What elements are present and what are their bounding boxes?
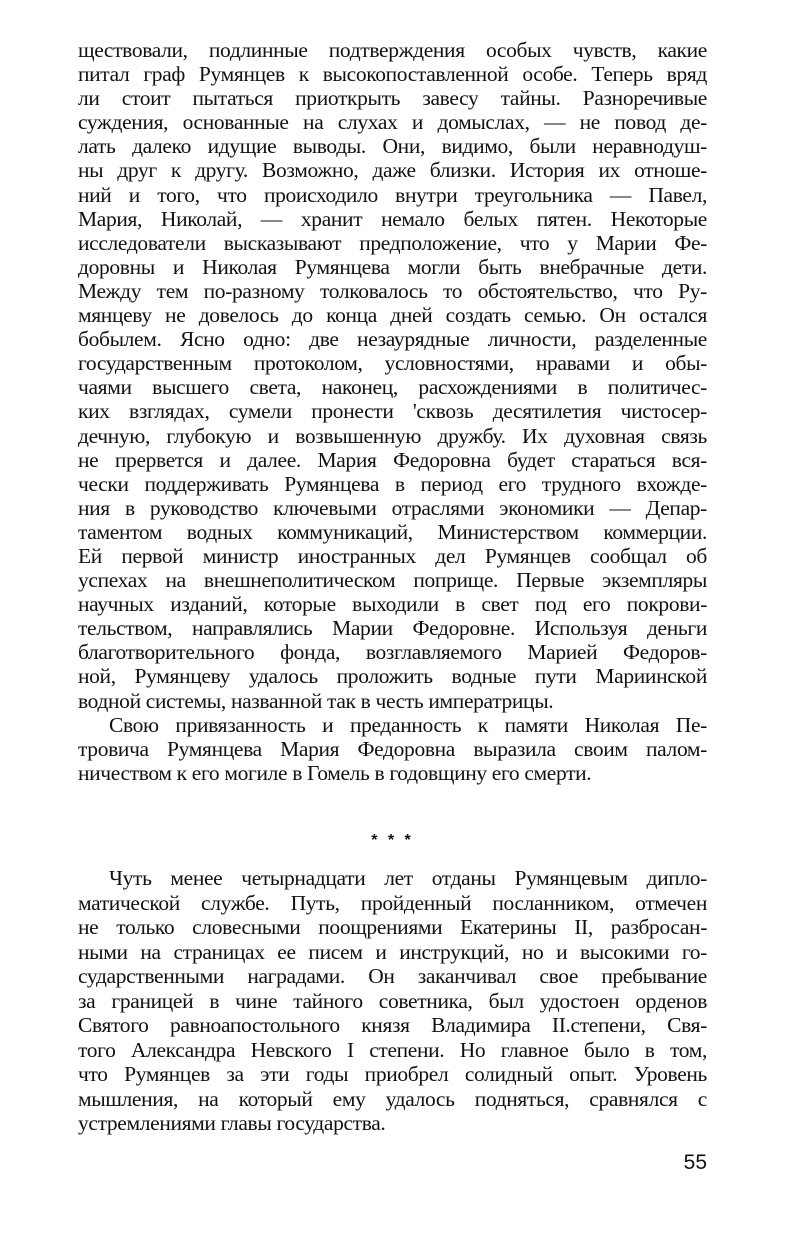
text-line: ний и того, что происходило внутри треугольника — Павел, [78,182,707,207]
text-line: водной системы, названной так в честь императрицы. [78,688,554,713]
text-line: благотворительного фонда, возглавляемого Марией Федоров- [78,640,707,665]
text-block-top [78,38,707,785]
text-line: ществовали, подлинные подтверждения особых чувств, какие [78,38,707,62]
text-line: тровича Румянцева Мария Федоровна выразила своим палом- [78,736,707,761]
text-line: мышления, на который ему удалось подняться, сравнялся с [78,1086,707,1111]
text-line: Мария, Николай, — хранит немало белых пятен. Некоторые [78,206,707,231]
text-line: научных изданий, которые выходили в свет под его покрови- [78,592,707,617]
text-line: исследователи высказывают предположение, что у Марии Фе- [78,230,707,255]
text-line: мянцеву не довелось до конца дней создать семью. Он остался [78,303,707,328]
text-line: питал граф Румянцев к высокопоставленной особе. Теперь вряд [78,62,707,87]
text-line: суждения, основанные на слухах и домыслах, — не повод де- [78,110,707,135]
text-line: не прервется и далее. Мария Федоровна будет стараться вся- [78,447,707,472]
text-line: таментом водных коммуникаций, Министерством коммерции. [78,519,707,544]
text-line: Чуть менее четырнадцати лет отданы Румянцевым дипло- [109,866,707,890]
paragraph-pilgrimage [78,713,707,785]
text-line: ния в руководство ключевыми отраслями экономики — Депар- [78,495,707,520]
text-line: сударственными наградами. Он заканчивал свое пребывание [78,964,707,988]
section-separator: * * * [371,832,414,849]
text-line: Святого равноапостольного князя Владимира II.степени, Свя- [78,1013,707,1037]
text-line: того Александра Невского I степени. Но главное было в том, [78,1037,707,1062]
text-line: бобылем. Ясно одно: две незаурядные личности, разделенные [78,327,707,352]
text-line: успехах на внешнеполитическом поприще. Первые экземпляры [78,568,707,593]
text-line: матической службе. Путь, пройденный посланником, отмечен [78,890,707,915]
text-line: за границей в чине тайного советника, был удостоен орденов [78,988,707,1013]
text-line: не только словесными поощрениями Екатерины II, разбросан- [78,915,707,939]
text-line: ны друг к другу. Возможно, даже близки. История их отноше- [78,158,707,183]
text-line: лать далеко идущие выводы. Они, видимо, были неравнодуш- [78,134,707,159]
text-line: ными на страницах ее писем и инструкций, но и высокими го- [78,939,707,964]
paragraph-diplomatic-service [78,866,707,1136]
text-line: ли стоит пытаться приоткрыть завесу тайны. Разноречивые [78,86,707,111]
text-line: Ей первой министр иностранных дел Румянцев сообщал об [78,543,707,568]
paragraph-relationship [78,38,707,713]
text-line: тельством, направлялись Марии Федоровне. Используя деньги [78,616,707,641]
text-line: государственным протоколом, условностями, нравами и обы- [78,351,707,376]
text-line: ной, Румянцеву удалось проложить водные пути Мариинской [78,664,707,689]
text-line: что Румянцев за эти годы приобрел солидный опыт. Уровень [78,1062,707,1086]
text-line: ничеством к его могиле в Гомель в годовщину его смерти. [78,760,592,785]
text-line: ких взглядах, сумели пронести 'сквозь десятилетия чистосер- [78,399,707,424]
text-line: чаями высшего света, наконец, расхождениями в политичес- [78,375,707,400]
text-line: чески поддерживать Румянцева в период его трудного вхожде- [78,471,707,496]
text-line: доровны и Николая Румянцева могли быть внебрачные дети. [78,254,707,279]
text-block-bottom [78,866,707,1136]
text-line: Между тем по-разному толковалось то обстоятельство, что Ру- [78,278,707,303]
text-line: Свою привязанность и преданность к памяти Николая Пе- [109,712,707,737]
text-line: устремлениями главы государства. [78,1111,386,1135]
page-number: 55 [683,1151,707,1174]
text-line: дечную, глубокую и возвышенную дружбу. Их духовная связь [78,423,707,448]
